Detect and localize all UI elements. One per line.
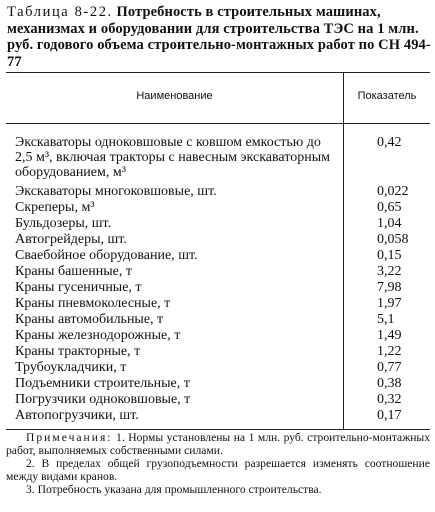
row-value: 0,15	[377, 248, 402, 263]
row-value: 1,22	[377, 344, 402, 359]
row-value: 0,38	[377, 376, 402, 391]
row-value: 3,22	[377, 264, 402, 279]
row-name: Краны автомобильные, т	[15, 312, 164, 327]
row-name: Краны железнодорожные, т	[15, 328, 181, 343]
row-value: 0,022	[377, 184, 409, 199]
row-name: Трубоукладчики, т	[15, 360, 127, 375]
row-name: Подъемники строительные, т	[15, 376, 190, 391]
row-value: 0,77	[377, 360, 402, 375]
notes-label: Примечания:	[26, 431, 113, 444]
table-title: Потребность в строительных машинах, механизмах и оборудовании для строительства ТЭС на 1 млн. руб. годового объема строительно-монтажных работ по СН 494-77	[7, 4, 431, 70]
note-item: Примечания: 1. Нормы установлены на 1 млн. руб. строительно-монтажных работ, выполняемых собственными силами.	[6, 431, 430, 457]
table-caption	[7, 4, 431, 70]
row-value: 1,04	[377, 216, 402, 231]
row-value: 7,98	[377, 280, 402, 295]
row-value: 0,058	[377, 232, 409, 247]
row-name: Экскаваторы многоковшовые, шт.	[15, 184, 217, 199]
row-name: Автопогрузчики, шт.	[15, 408, 139, 423]
row-value: 1,97	[377, 296, 402, 311]
row-name: Краны башенные, т	[15, 264, 133, 279]
note-item: 3. Потребность указана для промышленного строительства.	[26, 483, 322, 496]
note-item: 2. В пределах общей грузоподъемности разрешается изменять соотношение между видами кранов.	[6, 457, 430, 483]
header-name: Наименование	[136, 90, 213, 102]
row-value: 0,32	[377, 392, 402, 407]
header-value: Показатель	[357, 90, 417, 102]
row-name: Погрузчики одноковшовые, т	[15, 392, 191, 407]
row-name: Краны гусеничные, т	[15, 280, 142, 295]
row-value: 0,65	[377, 200, 402, 215]
row-name: Сваебойное оборудование, шт.	[15, 248, 198, 263]
row-name: Скреперы, м³	[15, 200, 95, 215]
row-name: Краны пневмоколесные, т	[15, 296, 171, 311]
table-notes	[6, 431, 430, 496]
row-value: 5,1	[377, 312, 395, 327]
table-number: Таблица 8-22.	[7, 4, 113, 20]
needs-table	[6, 72, 430, 430]
row-name: Экскаваторы одноковшовые с ковшом емкостью до 2,5 м³, включая тракторы с навесным экскаваторным оборудованием, м³	[15, 135, 330, 180]
row-value: 0,42	[377, 135, 402, 150]
row-value: 0,17	[377, 408, 402, 423]
row-name: Краны тракторные, т	[15, 344, 141, 359]
row-name: Бульдозеры, шт.	[15, 216, 112, 231]
table-header	[6, 73, 430, 124]
row-name: Автогрейдеры, шт.	[15, 232, 127, 247]
row-value: 1,49	[377, 328, 402, 343]
